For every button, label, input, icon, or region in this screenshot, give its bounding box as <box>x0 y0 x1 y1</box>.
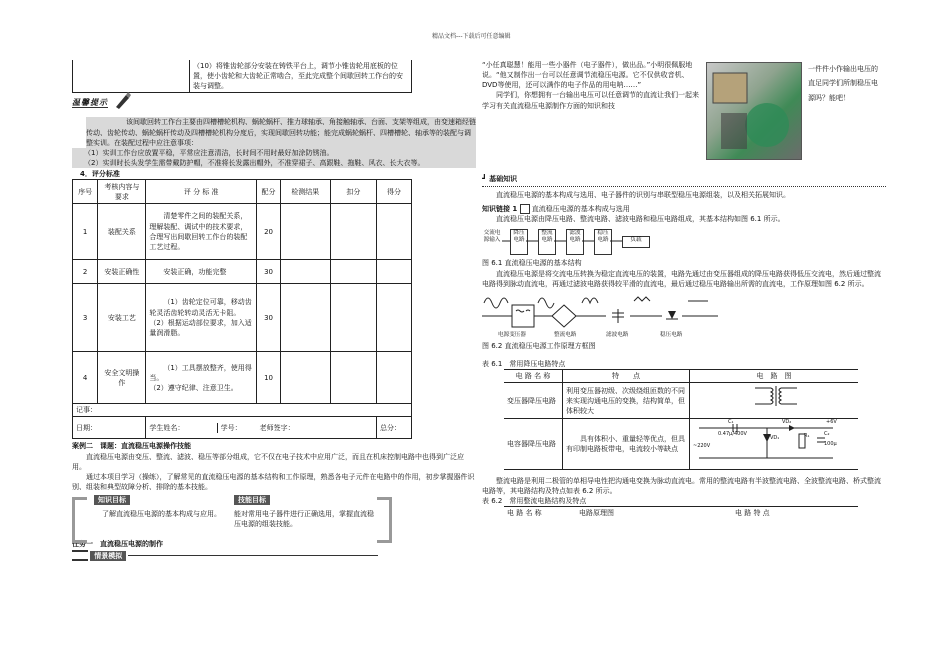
table2 <box>504 506 858 519</box>
table1-cell-feature: 具有体积小、重量轻等优点，但具有印制电路板带电，电流较小等缺点 <box>563 419 690 469</box>
tip-label: 温馨提示 <box>72 98 108 108</box>
block-rectifier: 整流电路 <box>538 229 556 255</box>
cap-label-c2-value: 100μ <box>824 441 837 448</box>
eval-table <box>72 179 412 439</box>
fig2-waveforms <box>482 291 722 333</box>
goals-banner <box>72 495 372 541</box>
cap-label-vd2: VD₂ <box>782 419 792 426</box>
skill-goal-text: 能对常用电子器件进行正确选用，掌握直流稳压电源的组装技能。 <box>234 510 374 529</box>
cap-label-output: +6V <box>826 419 837 426</box>
cap-label-r1: R₁ <box>804 433 810 440</box>
side-note: 一件件小作输出电压的直足同学们所制稳压电源吗？能吧！ <box>808 65 878 102</box>
eval-cell-std: （1）工具摆放整齐，使用得当。 （2）遵守纪律、注意卫生。 <box>146 352 257 404</box>
eval-header-score: 配分 <box>257 180 281 204</box>
fig2-diagram <box>482 291 886 341</box>
table2-title: 表 6.2 常用整流电路结构及特点 <box>482 496 587 505</box>
fig1-caption: 图 6.1 直流稳压电源的基本结构 <box>482 259 582 268</box>
table1-title: 表 6.1 常用降压电路特点 <box>482 359 566 368</box>
intro-paragraph-1: “小任真聪慧！能用一些小器件（电子器件），做出品。”小明很佩服地说。“他又制作出一台可以任意调节流稳压电源。它不仅供收音机、DVD等使用，还可以满作的电子作品的用电呐……” <box>482 61 693 90</box>
skill-goal-label: 技能目标 <box>234 495 270 505</box>
table2-header-features: 电 路 特 点 <box>732 506 858 519</box>
step-text: （10）将锥齿轮部分安装在铸铁平台上，调节小锥齿轮用底板的位置，使小齿轮和大齿轮正常啮合，至此完成整个间歇回转工作台的安装与调整。 <box>190 60 412 93</box>
eval-header-deduct: 扣分 <box>330 180 376 204</box>
cap-label-ac: ~220V <box>693 443 711 450</box>
fig2-label-regulator: 稳压电路 <box>660 331 683 338</box>
eval-header-item: 考核内容与要求 <box>98 180 146 204</box>
fig1-diagram <box>482 226 886 258</box>
rectifier-paragraph: 整流电路是利用二极管的单相导电性把沟通电变换为脉动直流电。常用的整流电路有半波整流电路、全波整流电路、桥式整流电路等，其电路结构及特点如表 6.2 所示。 <box>482 476 881 495</box>
eval-cell-score: 30 <box>257 284 281 352</box>
eval-teacher: 老师签字： <box>257 417 377 439</box>
pen-icon <box>114 91 132 109</box>
capacitor-schematic <box>693 420 843 464</box>
intro-paragraph-2: 同学们，你想拥有一台输出电压可以任意调节的直流让我们一起来学习有关直流稳压电源制作方面的知识和技 <box>482 91 699 110</box>
fig2-label-transformer: 电源变压器 <box>498 331 526 338</box>
case-para-1: 直流稳压电源由变压、整流、滤波、稳压等部分组成，它不仅在电子技术中应用广泛，而且在机床控制电路中也得到广泛应用。 <box>72 452 464 471</box>
eval-title: 4．评分标准 <box>80 170 120 179</box>
tip-paragraph: 该间歇回转工作台主要由四槽槽轮机构、蜗轮蜗杆、推力球轴承、角接触轴承、台面、支架等组成，由变速箱经链传动、齿轮传动、蜗轮蜗杆传动及四槽槽轮机构分度后，实现间歇回转功能；能完成蜗轮蜗杆、四槽槽轮、轴承等的装配与调整实训。在装配过程中应注意事项： <box>86 118 476 147</box>
basics-banner: ┛ 基础知识 <box>482 174 886 187</box>
eval-cell-no: 3 <box>73 284 98 352</box>
block-load: 负载 <box>622 236 650 248</box>
block-regulator: 稳压电路 <box>594 229 612 255</box>
step-table <box>72 60 412 93</box>
photo-soldering <box>706 62 802 160</box>
fig2-label-rectifier: 整流电路 <box>554 331 577 338</box>
table-row <box>504 419 858 469</box>
cap-label-c2: C₂ <box>824 431 830 438</box>
eval-student: 学生姓名： <box>149 423 185 432</box>
eval-cell-std: 清楚零件之间的装配关系，理解装配、调试中的技术要求，合理写出间歇回转工作台的装配工艺过程。 <box>146 204 257 260</box>
eval-cell-score: 20 <box>257 204 281 260</box>
table1-cell-name: 变压器降压电路 <box>504 383 563 419</box>
cap-label-c1: C₁ <box>728 419 734 426</box>
eval-header-got: 得分 <box>376 180 411 204</box>
basics-label: 基础知识 <box>489 175 518 183</box>
eval-date: 日期： <box>73 417 146 439</box>
table1-header-diagram: 电 路 图 <box>690 370 859 383</box>
table1-cell-feature: 利用变压器初级、次级绕组匝数的不同来实现沟通电压的变换，结构简单，但体积较大 <box>563 383 690 419</box>
eval-cell-no: 1 <box>73 204 98 260</box>
table1-cell-name: 电容器降压电路 <box>504 419 563 469</box>
table-row <box>504 383 858 419</box>
fig2-label-filter: 滤波电路 <box>606 331 629 338</box>
table2-header-name: 电 路 名 称 <box>504 506 576 519</box>
right-column <box>482 60 886 519</box>
left-column <box>72 60 476 561</box>
eval-cell-no: 4 <box>73 352 98 404</box>
tip-header <box>72 97 476 117</box>
page-header: 精品文档---下载后可任意编辑 <box>432 33 511 40</box>
eval-header-no: 序号 <box>73 180 98 204</box>
tip-item-1: （1）实训工作台应放置平稳，平常应注意清洁，长时间不用时最好加涂防锈油。 <box>72 148 476 158</box>
eval-id: 学号： <box>217 423 242 433</box>
principle-paragraph: 直流稳压电源是将交流电压转换为稳定直流电压的装置，电路先通过由变压器组成的降压电路获得低压交流电，然后通过整流电路得到脉动直流电，再通过滤波电路获得较平滑的直流电，最后通过稳压电路输出所需的直流电，工作原理如图 6.2 所示。 <box>482 269 881 288</box>
transformer-schematic <box>747 384 807 414</box>
table1-header-name: 电 路 名 称 <box>504 370 563 383</box>
table1 <box>504 369 858 469</box>
eval-cell-std: 安装正确，功能完整 <box>146 260 257 284</box>
table1-header-feature: 特 点 <box>563 370 690 383</box>
eval-cell-score: 10 <box>257 352 281 404</box>
eval-cell-std: （1）齿轮定位可靠，移动齿轮灵活齿轮转动灵活无卡阻。 （2）根据运动部位要求，加入适量润滑脂。 <box>146 284 257 352</box>
eval-cell-score: 30 <box>257 260 281 284</box>
eval-cell-item: 安装工艺 <box>98 284 146 352</box>
tip-item-2: （2）实训时长头发学生需带戴防护帽，不准将长发露出帽外，不准穿裙子、高跟鞋、拖鞋、风衣、长大衣等。 <box>72 158 476 168</box>
eval-row <box>73 352 412 404</box>
fig2-caption: 图 6.2 直流稳压电源工作原理方框图 <box>482 341 596 350</box>
case-title: 案例二 课题：直流稳压电源操作技能 <box>72 442 191 451</box>
block-step-down: 降压电路 <box>510 229 528 255</box>
cap-label-vd1: VD₁ <box>770 435 780 442</box>
eval-remark: 记事： <box>73 404 412 417</box>
eval-cell-item: 安装正确性 <box>98 260 146 284</box>
eval-cell-item: 装配关系 <box>98 204 146 260</box>
table2-header-diagram: 电路原理图 <box>576 506 732 519</box>
link1-paragraph: 直流稳压电源由降压电路、整流电路、滤波电路和稳压电路组成，其基本结构如图 6.1 所示。 <box>496 215 785 224</box>
eval-cell-no: 2 <box>73 260 98 284</box>
fig1-arrows <box>482 226 652 258</box>
eval-row <box>73 204 412 260</box>
scene-label: 情景模拟 <box>90 551 126 561</box>
cap-label-c1-value: 0.47μ/400V <box>718 431 747 438</box>
eval-header-std: 评 分 标 准 <box>146 180 257 204</box>
block-input: 交流电源输入 <box>482 230 502 252</box>
link1-title: 直流稳压电源的基本构成与选用 <box>531 205 630 214</box>
scene-banner <box>72 550 476 561</box>
eval-row <box>73 284 412 352</box>
block-filter: 滤波电路 <box>566 229 584 255</box>
task-title: 任务一 直流稳压电源的制作 <box>72 540 163 549</box>
knowledge-goal-label: 知识目标 <box>94 495 130 505</box>
link-icon <box>520 204 530 214</box>
link1-heading <box>482 204 886 214</box>
eval-row <box>73 260 412 284</box>
case-para-2: 通过本项目学习（操练），了解常见的直流稳压电源的基本结构和工作原理，熟悉各电子元件在电路中的作用，初步掌握器件识别、组装和典型故障分析、排除的基本技能。 <box>72 472 475 491</box>
eval-header-result: 检测结果 <box>280 180 330 204</box>
knowledge-goal-text: 了解直流稳压电源的基本构成与应用。 <box>102 510 221 519</box>
eval-total: 总分： <box>376 417 411 439</box>
link1-label: 知识链接 1 <box>482 205 518 214</box>
eval-cell-item: 安全文明操作 <box>98 352 146 404</box>
basics-paragraph: 直流稳压电源的基本构成与选用、电子器件的识别与串联型稳压电源组装，以及相关拓展知识。 <box>496 191 790 199</box>
